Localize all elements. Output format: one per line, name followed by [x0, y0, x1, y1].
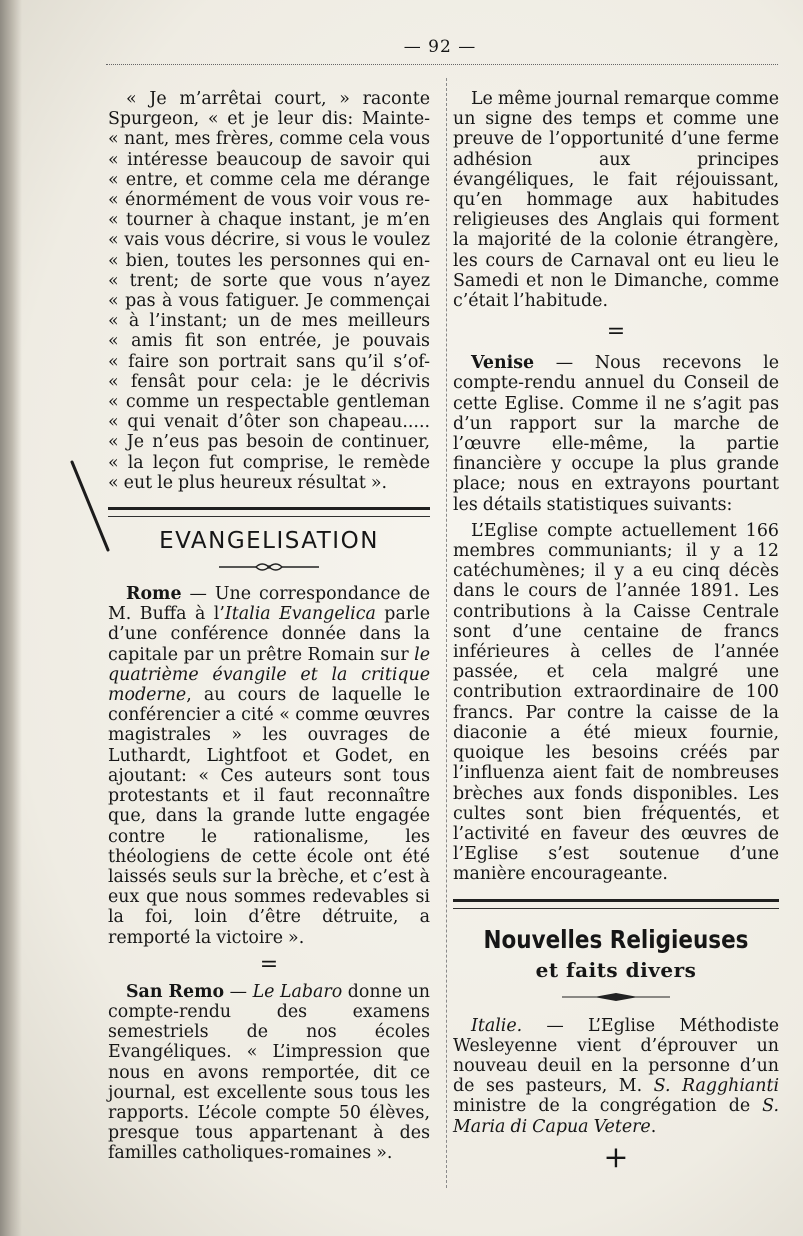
quote-line: « comme un respectable gentleman [108, 392, 430, 413]
column-divider [446, 78, 447, 1188]
quote-line: « pas à vous fatiguer. Je commençai [108, 291, 430, 312]
article-lead-rome: Rome [126, 584, 182, 605]
quote-line: « eut le plus heureux résultat ». [108, 472, 388, 493]
page-number: — 92 — [403, 37, 477, 57]
quote-line: « tourner à chaque instant, je m’en [108, 210, 430, 231]
article-san-remo: San Remo — Le Labaro donne un compte-rendu des examens semestriels de nos écoles Evangéliques. « L’impression que nous en avons remportée, dit ce journal, est excellente sous tous les rapports. L’école compte 50 élèves, presque tous appartenant à des familles catholiques-romaines ». [108, 981, 430, 1164]
quote-line: « qui venait d’ôter son chapeau..... [108, 412, 430, 433]
section-title-evangelisation: EVANGELISATION [159, 528, 379, 555]
section-rule [108, 507, 430, 517]
ornament-divider [214, 560, 324, 574]
section-subtitle: et faits divers [535, 957, 697, 982]
quote-line: « Je m’arrêtai court, » raconte [126, 89, 430, 109]
article-italie: Italie. — L’Eglise Méthodiste Wesleyenne vient d’éprouver un nouveau deuil en la personne d’un de ses pasteurs, M. S. Ragghianti ministre de la congrégation de S. Maria di Capua Vetere. [453, 1015, 780, 1137]
ornament-divider [556, 992, 676, 1002]
quote-line: « vais vous décrire, si vous le voulez [108, 230, 430, 251]
quote-line: « bien, toutes les personnes qui en- [108, 250, 430, 271]
left-column [108, 89, 430, 1164]
article-eglise-stats: L’Eglise compte actuellement 166 membres communiants; il y a 12 catéchumènes; il y a eu cinq décès dans le cours de l’année 1891. Les contributions à la Caisse Centrale sont d’une centaine de francs inférieures à celles de l’année passée, et cela malgré une contribution extraordinaire de 100 francs. Par contre la caisse de la diaconie a été mieux fournie, quoique les besoins créés par l’influenza aient fait de nombreuses brèches aux fonds disponibles. Les cultes sont bien fréquentés, et l’activité en faveur des œuvres de l’Eglise s’est soutenue d’une manière encourageante. [453, 520, 779, 885]
page-edge-shadow [0, 0, 22, 1236]
spurgeon-quote [108, 89, 430, 493]
quote-line: « entre, et comme cela me dérange [108, 169, 430, 190]
quote-line: « faire son portrait sans qu’il s’of- [108, 351, 430, 372]
article-lead-san-remo: San Remo [126, 981, 225, 1002]
section-title-nouvelles: Nouvelles Religieuses [483, 924, 749, 954]
quote-line: « nant, mes frères, comme cela vous [108, 129, 430, 150]
cross-mark: + [603, 1139, 629, 1175]
quote-line: « trent; de sorte que vous n’ayez [108, 270, 430, 291]
article-rome: Rome — Une correspondance de M. Buffa à l’Italia Evangelica parle d’une conférence donnée dans la capitale par un prêtre Romain sur le quatrième évangile et la critique moderne, au cours de laquelle le conférencier a cité « comme œuvres magistrales » les ouvrages de Luthardt, Lightfoot et Godet, en ajoutant: « Ces auteurs sont tous protestants et il faut reconnaître que, dans la grande lutte engagée contre le rationalisme, les théologiens de cette école ont été laissés seuls sur la brèche, et c’est à eux que nous sommes redevables si la foi, loin d’être détruite, a remporté la victoire ». [108, 584, 430, 948]
article-lead-venise: Venise [471, 353, 535, 374]
section-rule [453, 899, 779, 909]
article-journal-remark: Le même journal remarque comme un signe des temps et comme une preuve de l’opportunité d’une ferme adhésion aux principes évangéliques, le fait réjouissant, qu’en hommage aux habitudes religieuses des Anglais qui forment la majorité de la colonie étrangère, les cours de Carnaval ont eu lieu le Samedi et non le Dimanche, comme c’était l’habitude. [453, 89, 779, 312]
article-lead-italie: Italie. [471, 1015, 523, 1036]
header-rule [106, 64, 778, 65]
quote-line: « Je n’eus pas besoin de continuer, [108, 432, 430, 453]
quote-line: « fensât pour cela: je le décrivis [108, 371, 430, 392]
quote-line: « énormément de vous voir vous re- [108, 190, 430, 211]
article-venise: Venise — Nous recevons le compte-rendu annuel du Conseil de cette Eglise. Comme il ne s’agit pas d’un rapport sur la marche de l’œuvre elle-même, la partie financière y occupe la plus grande place; nous en extrayons pourtant les détails statistiques suivants: [453, 353, 779, 515]
quote-line: « amis fit son entrée, je pouvais [108, 331, 430, 352]
right-column [453, 89, 779, 1173]
separator: = [606, 319, 626, 345]
quote-line: « la leçon fut comprise, le remède [108, 452, 430, 473]
quote-line: « à l’instant; un de mes meilleurs [108, 311, 430, 332]
quote-line: « intéresse beaucoup de savoir qui [108, 149, 430, 170]
separator: = [259, 951, 279, 977]
quote-line: Spurgeon, « et je leur dis: Mainte- [108, 109, 430, 130]
